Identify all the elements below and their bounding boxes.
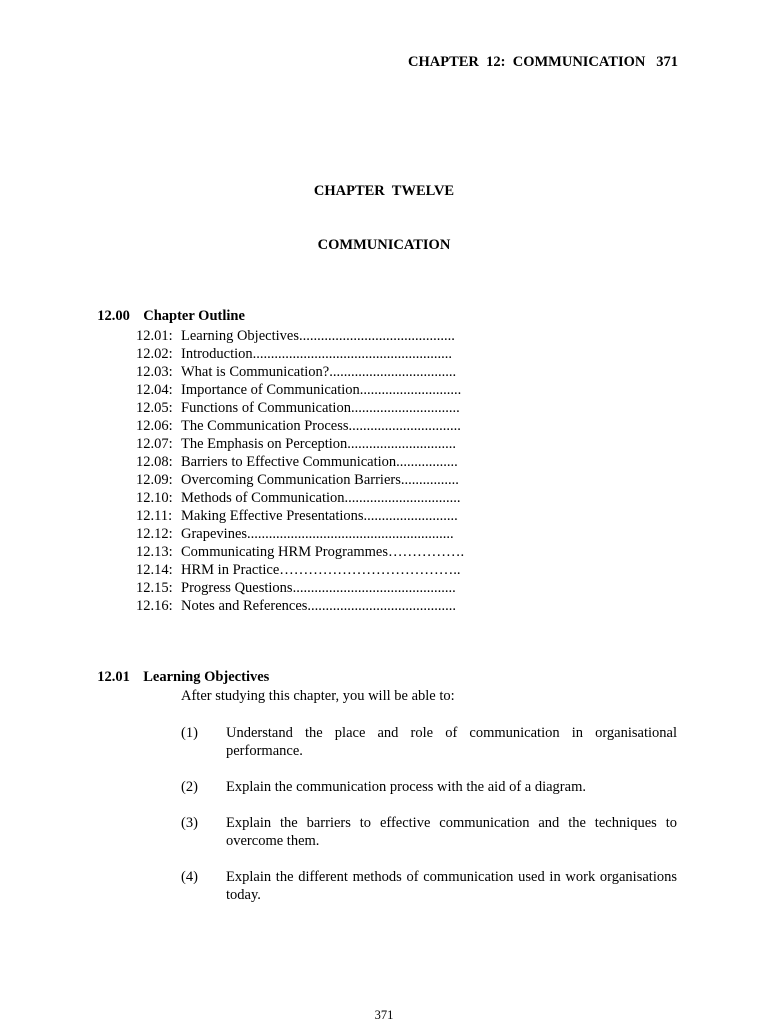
outline-item (136, 507, 464, 525)
chapter-outline-list (136, 327, 464, 615)
learning-objectives-heading (90, 652, 269, 686)
section-number: 12.01 (97, 669, 130, 685)
outline-item-text: HRM in Practice……………………………….. (181, 562, 461, 578)
outline-item-number: 12.08: (136, 454, 173, 470)
outline-item (136, 525, 464, 543)
outline-item (136, 327, 464, 345)
outline-item-text: Overcoming Communication Barriers................ (181, 472, 459, 488)
section-title: Chapter Outline (143, 308, 245, 324)
outline-item-number: 12.14: (136, 562, 173, 578)
outline-item-number: 12.16: (136, 598, 173, 614)
outline-item-number: 12.04: (136, 382, 173, 398)
outline-item-number: 12.11: (136, 508, 173, 524)
objective-item (181, 724, 677, 760)
outline-item-number: 12.12: (136, 526, 173, 542)
outline-item-text: The Communication Process............................... (181, 418, 461, 434)
objective-item (181, 814, 677, 850)
outline-item-text: Grapevines......................................................... (181, 526, 454, 542)
objectives-intro: After studying this chapter, you will be able to: (181, 688, 455, 704)
chapter-title: COMMUNICATION (317, 237, 451, 253)
outline-item-text: Making Effective Presentations.......................... (181, 508, 458, 524)
objective-text: Understand the place and role of communication in organisational performance. (226, 725, 677, 759)
objective-text: Explain the barriers to effective communication and the techniques to overcome them. (226, 815, 677, 849)
objective-item (181, 778, 677, 796)
objective-number: (3) (181, 815, 198, 831)
outline-item (136, 417, 464, 435)
outline-item-number: 12.13: (136, 544, 173, 560)
outline-item-text: Importance of Communication............................ (181, 382, 462, 398)
outline-item-text: Notes and References......................................... (181, 598, 457, 614)
outline-item (136, 399, 464, 417)
outline-item (136, 381, 464, 399)
page-number: 371 (374, 1008, 394, 1022)
objective-number: (2) (181, 779, 198, 795)
outline-item (136, 489, 464, 507)
section-number: 12.00 (97, 308, 130, 324)
outline-item-number: 12.05: (136, 400, 173, 416)
outline-item-text: Communicating HRM Programmes……………. (181, 544, 465, 560)
outline-item-number: 12.02: (136, 346, 173, 362)
outline-item-number: 12.06: (136, 418, 173, 434)
outline-item-text: Methods of Communication................................ (181, 490, 461, 506)
objective-item (181, 868, 677, 904)
outline-item-text: The Emphasis on Perception.............................. (181, 436, 457, 452)
outline-item-number: 12.15: (136, 580, 173, 596)
outline-item-number: 12.09: (136, 472, 173, 488)
outline-item (136, 345, 464, 363)
objective-number: (1) (181, 725, 198, 741)
outline-item-number: 12.01: (136, 328, 173, 344)
outline-item (136, 363, 464, 381)
running-header: CHAPTER 12: COMMUNICATION 371 (408, 54, 678, 70)
outline-item (136, 471, 464, 489)
objective-text: Explain the communication process with the aid of a diagram. (226, 779, 586, 795)
outline-item (136, 579, 464, 597)
outline-item-text: Progress Questions............................................. (181, 580, 456, 596)
objective-number: (4) (181, 869, 198, 885)
outline-item-text: What is Communication?................................... (181, 364, 457, 380)
outline-item-number: 12.10: (136, 490, 173, 506)
outline-item-text: Learning Objectives........................................... (181, 328, 455, 344)
outline-item (136, 543, 464, 561)
objective-text: Explain the different methods of communication used in work organisations today. (226, 869, 677, 903)
chapter-number: CHAPTER TWELVE (313, 183, 455, 199)
outline-item-text: Functions of Communication.............................. (181, 400, 460, 416)
chapter-outline-heading (90, 291, 245, 325)
outline-item (136, 561, 464, 579)
outline-item-text: Barriers to Effective Communication................. (181, 454, 458, 470)
outline-item (136, 453, 464, 471)
outline-item (136, 597, 464, 615)
outline-item-number: 12.03: (136, 364, 173, 380)
outline-item-number: 12.07: (136, 436, 173, 452)
section-title: Learning Objectives (143, 669, 270, 685)
outline-item-text: Introduction....................................................... (181, 346, 453, 362)
outline-item (136, 435, 464, 453)
